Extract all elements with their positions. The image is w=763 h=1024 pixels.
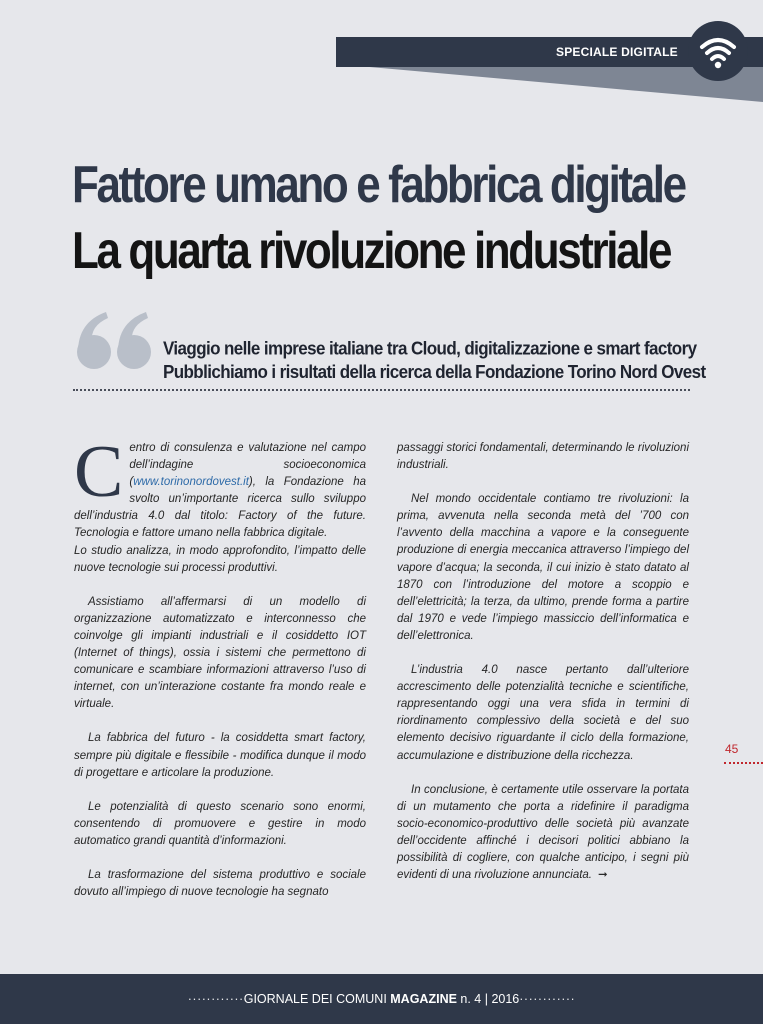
paragraph: Le potenzialità di questo scenario sono enormi, consentendo di promuovere e gestire in modo automatico grandi quantità d’informazioni. <box>74 800 366 847</box>
paragraph-text: In conclusione, è certamente utile osservare la portata di un mutamento che porta a ridefinire il paradigma socio-economico-produttivo delle società più avanzate dell’occidente affinché i decisori politici abbiano la possibilità di cogliere, con qualche anticipo, i segni più evidenti di una rivoluzione annunciata. <box>397 783 689 882</box>
paragraph: Assistiamo all’affermarsi di un modello di organizzazione automatizzato e interconnesso che coinvolge gli impianti industriali e il cosiddetto IOT (Internet of things), ossia i sistemi che permettono di comunicare e scambiare informazioni attraverso l’uso di internet, con un’interazione costante fra mondo reale e virtuale. <box>74 595 366 711</box>
article-column-right <box>397 440 689 901</box>
article-subtitle <box>163 337 706 385</box>
footer-dots-left: ············ <box>187 992 244 1006</box>
wifi-icon <box>688 21 748 81</box>
article-column-left <box>74 431 366 918</box>
continue-arrow-icon: ➞ <box>598 869 608 882</box>
footer-issue: n. 4 | 2016 <box>456 992 520 1006</box>
paragraph-text: Lo studio analizza, in modo approfondito, l’impatto delle nuove tecnologie sui processi produttivi. <box>74 544 366 574</box>
paragraph: Nel mondo occidentale contiamo tre rivoluzioni: la prima, avvenuta nella seconda metà del ’700 con l’avvento della macchina a vapore e la conseguente produzione di energia meccanica attraverso l’impiego del vapore d’acqua; la seconda, il cui inizio è stato datato al 1870 con l’introduzione del motore a scoppio e dell’elettricità; la terza, da ultimo, prende forma a partire dal 1970 e vede l’impiego massiccio dell’informatica e dell’elettronica. <box>397 493 689 642</box>
footer-dots-right: ············ <box>519 992 576 1006</box>
article-title-line-1: Fattore umano e fabbrica digitale <box>72 156 685 214</box>
page-number-dots <box>724 762 763 764</box>
wifi-badge <box>688 21 748 81</box>
paragraph: La trasformazione del sistema produttivo e sociale dovuto all’impiego di nuove tecnologie ha segnato <box>74 868 366 899</box>
website-link[interactable]: www.torinonordovest.it <box>133 476 249 489</box>
page-number: 45 <box>725 742 739 756</box>
paragraph: L’industria 4.0 nasce pertanto dall’ulteriore accrescimento delle potenzialità tecniche e scientifiche, rappresentando oggi una vera sfida in termini di riordinamento complessivo della società e del suo elemento decisivo riguardante il ciclo della formazione, accumulazione e distribuzione della ricchezza. <box>397 664 689 762</box>
paragraph-text: entro di consulenza e valutazione nel campo dell’indagine socioeconomica ( <box>129 442 366 489</box>
paragraph: La fabbrica del futuro - la cosiddetta smart factory, sempre più digitale e flessibile - modifica dunque il modo di progettare e articolare la produzione. <box>74 732 366 779</box>
article-title-line-2: La quarta rivoluzione industriale <box>72 222 671 280</box>
quote-mark-icon <box>70 290 160 380</box>
section-label: SPECIALE DIGITALE <box>556 45 678 59</box>
subtitle-line-1: Viaggio nelle imprese italiane tra Cloud, digitalizzazione e smart factory <box>163 338 697 359</box>
footer <box>0 974 763 1024</box>
paragraph-text: ), la Fondazione ha svolto un’importante ricerca sullo sviluppo dell’industria 4.0 dal titolo: Factory of the future. Tecnologia e fattore umano nella fabbrica digitale. <box>74 476 366 540</box>
drop-cap: C <box>74 431 124 513</box>
paragraph: passaggi storici fondamentali, determinando le rivoluzioni industriali. <box>397 442 689 472</box>
paragraph <box>74 431 366 577</box>
paragraph <box>397 782 689 885</box>
footer-publication: GIORNALE DEI COMUNI <box>243 992 391 1006</box>
subtitle-line-2: Pubblichiamo i risultati della ricerca della Fondazione Torino Nord Ovest <box>163 361 706 383</box>
footer-magazine: MAGAZINE <box>390 992 457 1006</box>
dotted-divider <box>73 389 690 391</box>
